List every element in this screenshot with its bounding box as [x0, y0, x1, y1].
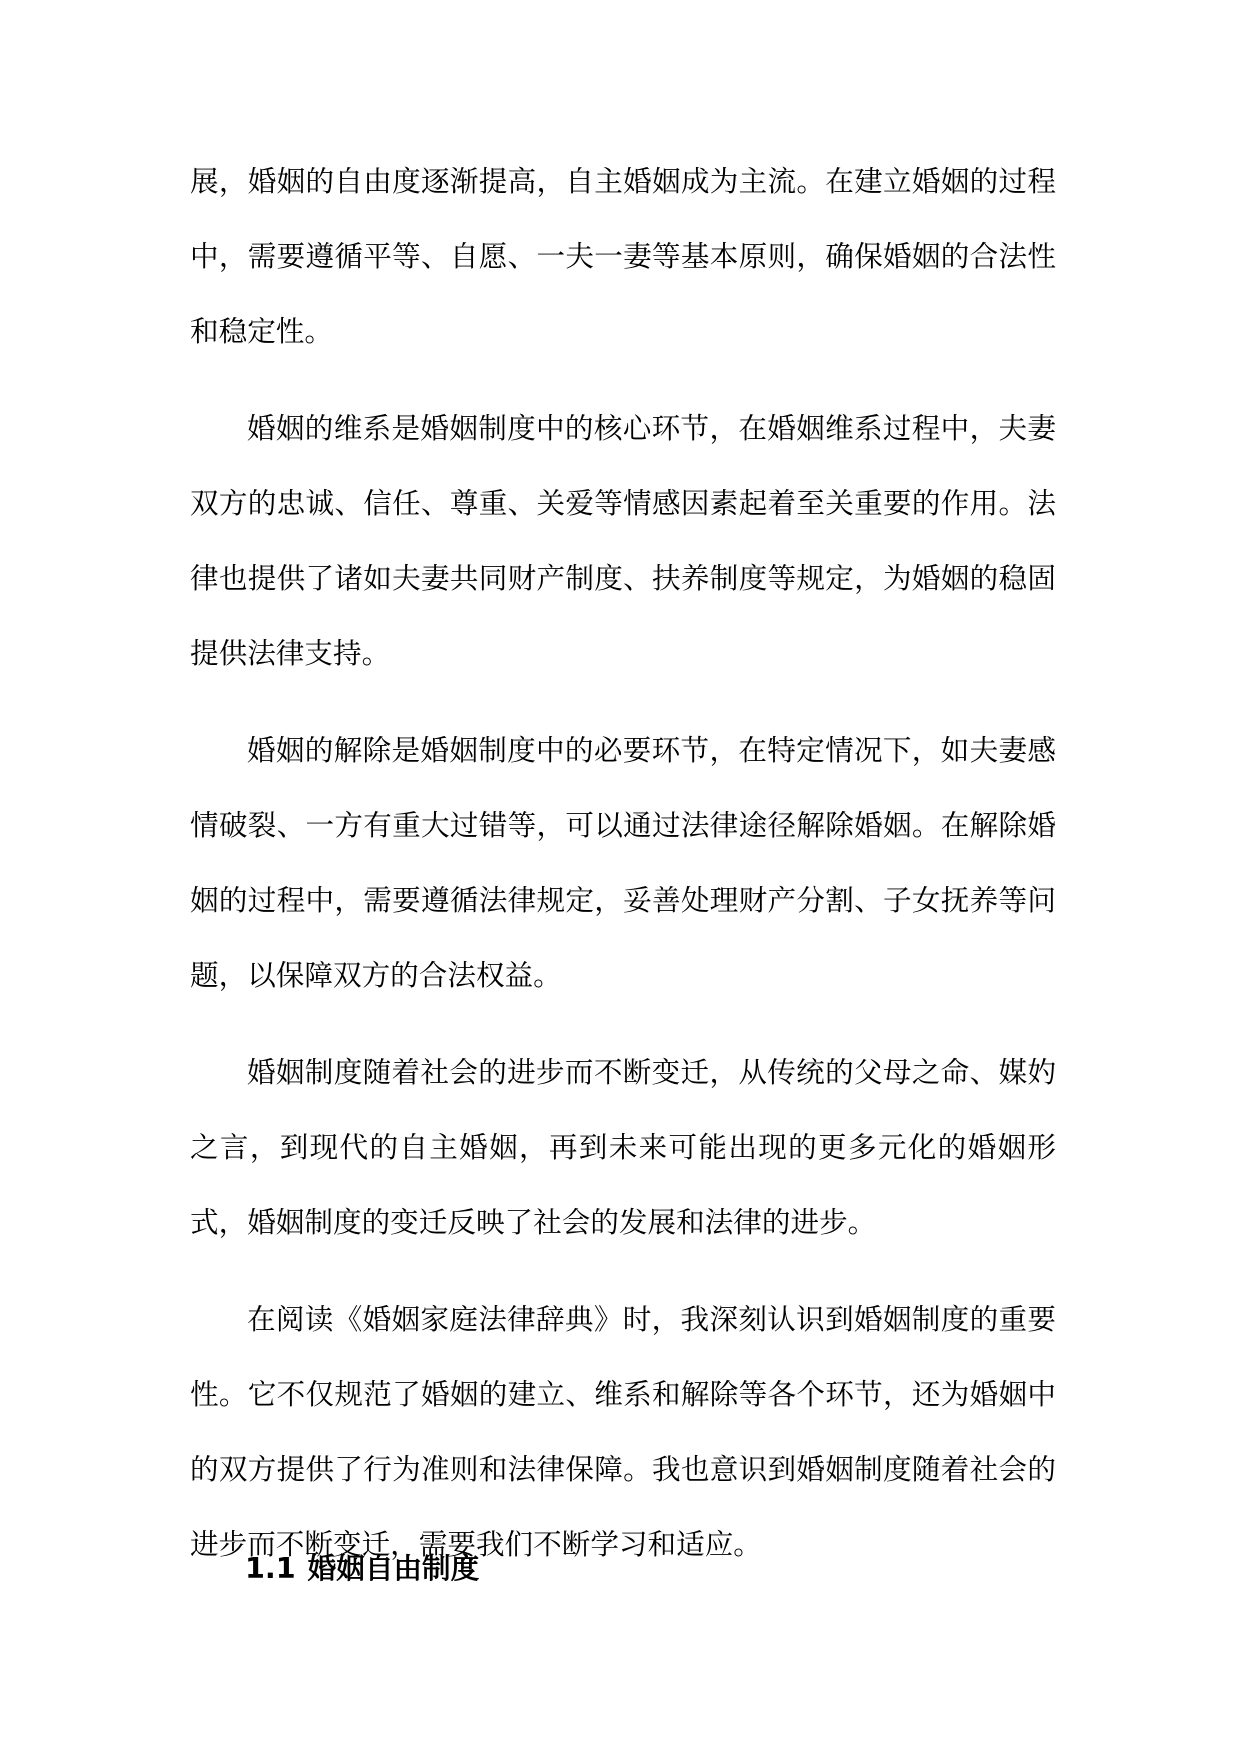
section-number: 1.1 [245, 1551, 296, 1585]
section-heading [245, 1548, 479, 1588]
document-body [190, 144, 1056, 1604]
paragraph-marriage-evolution: 婚姻制度随着社会的进步而不断变迁，从传统的父母之命、媒妁之言，到现代的自主婚姻，再到未来可能出现的更多元化的婚姻形式，婚姻制度的变迁反映了社会的发展和法律的进步。 [190, 1055, 1056, 1239]
paragraph-marriage-maintenance: 婚姻的维系是婚姻制度中的核心环节，在婚姻维系过程中，夫妻双方的忠诚、信任、尊重、关爱等情感因素起着至关重要的作用。法律也提供了诸如夫妻共同财产制度、扶养制度等规定，为婚姻的稳固提供法律支持。 [190, 411, 1056, 670]
paragraph-reading-reflection: 在阅读《婚姻家庭法律辞典》时，我深刻认识到婚姻制度的重要性。它不仅规范了婚姻的建立、维系和解除等各个环节，还为婚姻中的双方提供了行为准则和法律保障。我也意识到婚姻制度随着社会的进步而不断变迁，需要我们不断学习和适应。 [190, 1302, 1056, 1561]
paragraph-continuation: 展，婚姻的自由度逐渐提高，自主婚姻成为主流。在建立婚姻的过程中，需要遵循平等、自愿、一夫一妻等基本原则，确保婚姻的合法性和稳定性。 [190, 164, 1056, 348]
paragraph-marriage-dissolution: 婚姻的解除是婚姻制度中的必要环节，在特定情况下，如夫妻感情破裂、一方有重大过错等，可以通过法律途径解除婚姻。在解除婚姻的过程中，需要遵循法律规定，妥善处理财产分割、子女抚养等问题，以保障双方的合法权益。 [190, 733, 1056, 992]
section-title: 婚姻自由制度 [307, 1551, 480, 1585]
